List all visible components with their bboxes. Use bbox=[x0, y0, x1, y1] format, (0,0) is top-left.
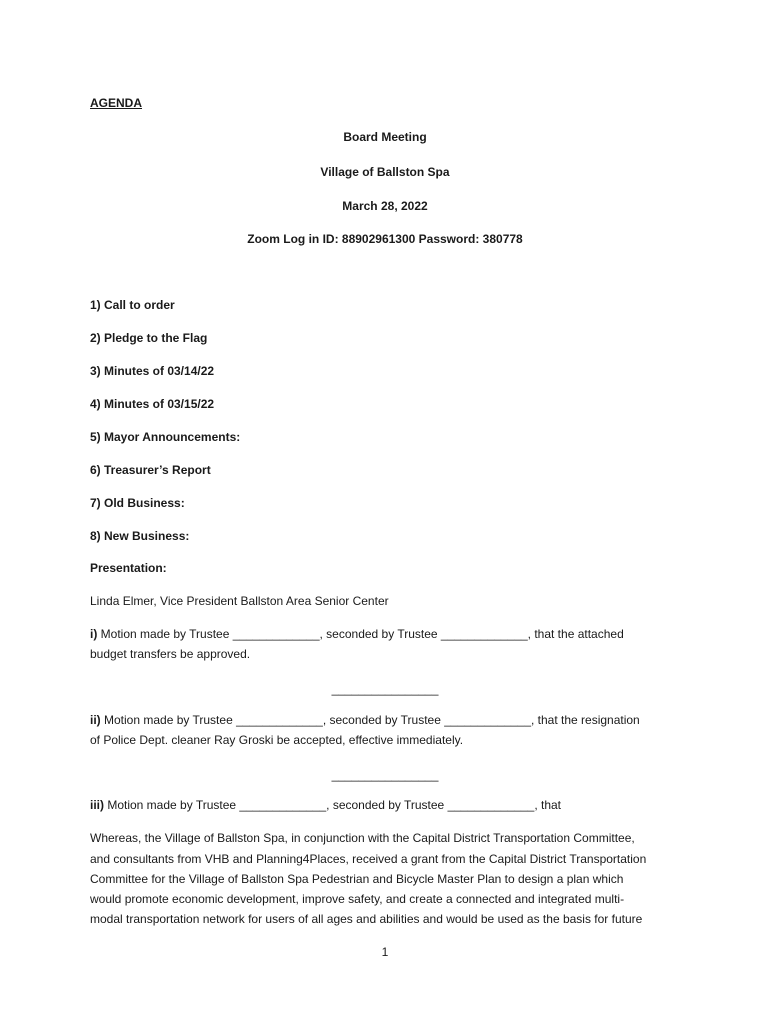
motion-text: Motion made by Trustee _____________, seconded by Trustee _____________, that bbox=[104, 798, 562, 812]
meeting-date: March 28, 2022 bbox=[342, 199, 428, 213]
whereas-line: would promote economic development, improve safety, and create a connected and integrated multi- bbox=[90, 892, 625, 906]
motion-label: ii) bbox=[90, 713, 101, 727]
agenda-heading: AGENDA bbox=[90, 96, 143, 110]
whereas-line: Committee for the Village of Ballston Spa Pedestrian and Bicycle Master Plan to design a plan which bbox=[90, 872, 624, 886]
vote-blank: ________________ bbox=[331, 682, 439, 696]
agenda-item: 2) Pledge to the Flag bbox=[90, 331, 208, 345]
motion-line bbox=[90, 627, 624, 641]
zoom-info: Zoom Log in ID: 88902961300 Password: 380778 bbox=[247, 232, 523, 246]
motion-continuation: of Police Dept. cleaner Ray Groski be accepted, effective immediately. bbox=[90, 733, 464, 747]
agenda-item: 5) Mayor Announcements: bbox=[90, 430, 241, 444]
page-number: 1 bbox=[381, 945, 389, 959]
presenter-name: Linda Elmer, Vice President Ballston Area Senior Center bbox=[90, 594, 389, 608]
motion-line bbox=[90, 713, 640, 727]
agenda-item: 6) Treasurer’s Report bbox=[90, 463, 211, 477]
agenda-item: 4) Minutes of 03/15/22 bbox=[90, 397, 215, 411]
motion-text: Motion made by Trustee _____________, seconded by Trustee _____________, that the resignation bbox=[100, 713, 640, 727]
motion-text: Motion made by Trustee _____________, seconded by Trustee _____________, that the attached bbox=[97, 627, 624, 641]
whereas-line: and consultants from VHB and Planning4Places, received a grant from the Capital District Transportation bbox=[90, 852, 647, 866]
meeting-title: Board Meeting bbox=[343, 130, 427, 144]
agenda-item: 1) Call to order bbox=[90, 298, 175, 312]
motion-continuation: budget transfers be approved. bbox=[90, 647, 251, 661]
whereas-line: Whereas, the Village of Ballston Spa, in conjunction with the Capital District Transportation Committee, bbox=[90, 831, 635, 845]
agenda-item: 8) New Business: bbox=[90, 529, 190, 543]
motion-line bbox=[90, 798, 561, 812]
organization-name: Village of Ballston Spa bbox=[320, 165, 450, 179]
agenda-item: 3) Minutes of 03/14/22 bbox=[90, 364, 215, 378]
motion-label: iii) bbox=[90, 798, 104, 812]
presentation-heading: Presentation: bbox=[90, 561, 167, 575]
motion-label: i) bbox=[90, 627, 98, 641]
agenda-item: 7) Old Business: bbox=[90, 496, 185, 510]
whereas-line: modal transportation network for users of all ages and abilities and would be used as the basis for future bbox=[90, 912, 643, 926]
vote-blank: ________________ bbox=[331, 768, 439, 782]
